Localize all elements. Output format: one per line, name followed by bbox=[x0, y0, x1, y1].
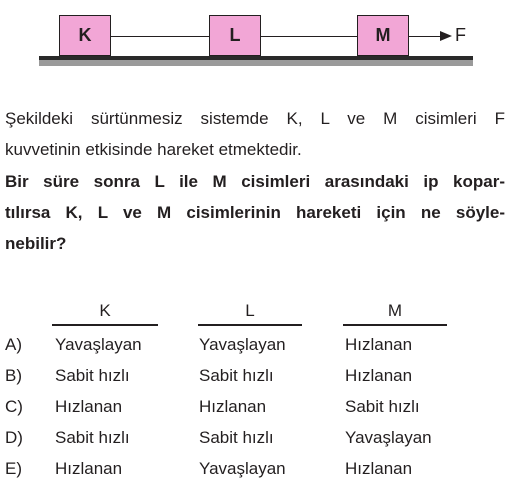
question-line: Bir süre sonra L ile M cisimleri arasındaki ip kopar- bbox=[5, 172, 505, 191]
option-value-l: Yavaşlayan bbox=[199, 335, 286, 354]
option-value-l: Sabit hızlı bbox=[199, 366, 274, 385]
column-rule-l bbox=[198, 324, 302, 326]
option-d[interactable] bbox=[5, 428, 510, 459]
physics-figure bbox=[0, 0, 513, 75]
option-letter: D) bbox=[5, 428, 23, 447]
option-value-k: Hızlanan bbox=[55, 459, 123, 478]
question-line: tılırsa K, L ve M cisimlerinin hareketi için ne söyle- bbox=[5, 203, 505, 222]
option-value-m: Hızlanan bbox=[345, 366, 413, 385]
option-e[interactable] bbox=[5, 459, 510, 490]
option-value-k: Sabit hızlı bbox=[55, 366, 130, 385]
option-value-m: Hızlanan bbox=[345, 335, 413, 354]
option-value-k: Hızlanan bbox=[55, 397, 123, 416]
block-k: K bbox=[59, 15, 111, 56]
question-line: nebilir? bbox=[5, 234, 67, 253]
block-l: L bbox=[209, 15, 261, 56]
intro-paragraph bbox=[5, 103, 505, 165]
block-m: M bbox=[357, 15, 409, 56]
force-arrow-head bbox=[440, 31, 452, 41]
option-value-m: Hızlanan bbox=[345, 459, 413, 478]
option-value-m: Yavaşlayan bbox=[345, 428, 432, 447]
column-rule-m bbox=[343, 324, 447, 326]
option-letter: B) bbox=[5, 366, 22, 385]
rope-k-l bbox=[111, 36, 209, 37]
option-a[interactable] bbox=[5, 335, 510, 366]
force-label: F bbox=[455, 25, 466, 45]
column-header-l: L bbox=[245, 301, 255, 320]
intro-line: kuvvetinin etkisinde hareket etmektedir. bbox=[5, 140, 302, 159]
option-letter: C) bbox=[5, 397, 23, 416]
option-value-k: Yavaşlayan bbox=[55, 335, 142, 354]
surface-hatching bbox=[39, 60, 473, 66]
option-letter: A) bbox=[5, 335, 22, 354]
column-rule-k bbox=[52, 324, 158, 326]
option-value-k: Sabit hızlı bbox=[55, 428, 130, 447]
option-value-m: Sabit hızlı bbox=[345, 397, 420, 416]
option-value-l: Yavaşlayan bbox=[199, 459, 286, 478]
force-arrow-shaft bbox=[409, 36, 442, 37]
question-paragraph bbox=[5, 166, 505, 259]
option-b[interactable] bbox=[5, 366, 510, 397]
intro-line: Şekildeki sürtünmesiz sistemde K, L ve M cisimleri F bbox=[5, 109, 505, 128]
column-header-m: M bbox=[387, 301, 403, 320]
option-value-l: Hızlanan bbox=[199, 397, 267, 416]
option-letter: E) bbox=[5, 459, 22, 478]
rope-l-m bbox=[261, 36, 357, 37]
option-value-l: Sabit hızlı bbox=[199, 428, 274, 447]
column-header-k: K bbox=[99, 301, 111, 320]
option-c[interactable] bbox=[5, 397, 510, 428]
